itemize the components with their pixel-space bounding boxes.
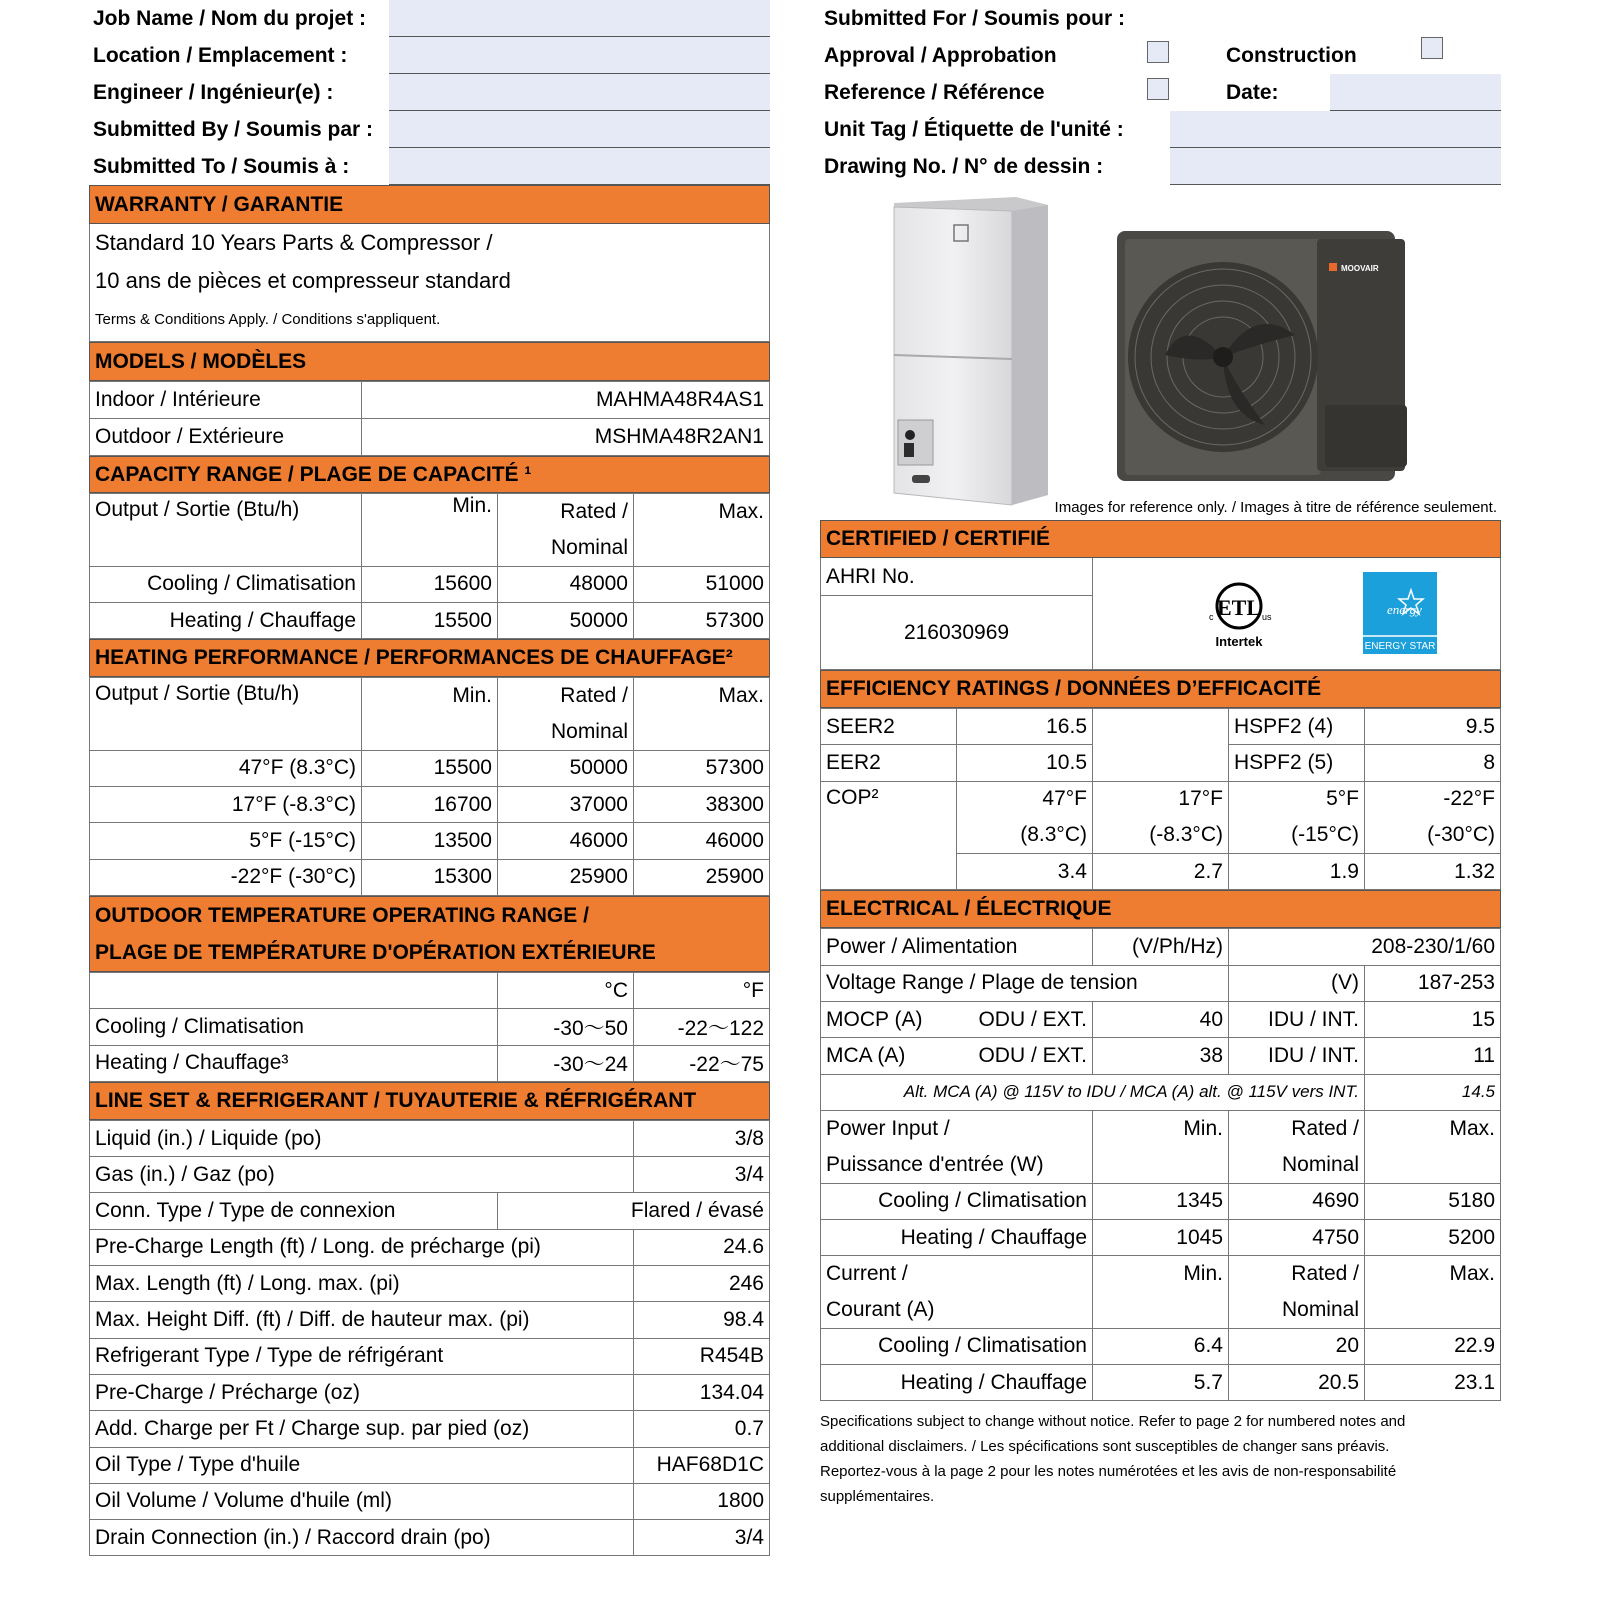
idu-label: IDU / INT. [1229,1038,1365,1074]
images-note: Images for reference only. / Images à titre de référence seulement. [1054,499,1497,516]
min-value: 1345 [1093,1183,1229,1219]
max-value: 23.1 [1365,1365,1501,1401]
rated-header: Rated / [498,494,634,530]
power-label: Power / Alimentation [821,929,1093,965]
max-value: 5180 [1365,1183,1501,1219]
mocp-idu-value: 15 [1365,1002,1501,1038]
row-label: Cooling / Climatisation [90,566,362,602]
table-row [90,1302,770,1338]
voltage-value: 187-253 [1365,965,1501,1001]
location-row [89,37,770,74]
hspf2-4-value: 9.5 [1365,709,1501,745]
rated-value: 4750 [1229,1219,1365,1255]
max-header: Max. [634,678,770,714]
warranty-title: WARRANTY / GARANTIE [95,192,344,216]
electrical-table [820,928,1501,1401]
current-label-1: Current / [821,1256,1093,1292]
models-title: MODELS / MODÈLES [95,349,307,373]
row-value: R454B [634,1338,770,1374]
ahri-label: AHRI No. [821,558,1092,596]
efficiency-band [820,670,1501,708]
table-row [90,750,770,786]
hspf2-4-label: HSPF2 (4) [1229,709,1365,745]
table-row [90,419,770,456]
approval-row [820,37,1501,74]
empty-cell [1093,1147,1229,1183]
min-header: Min. [362,678,498,714]
etl-logo-icon [1199,572,1279,652]
table-row [90,1229,770,1265]
row-label: Max. Height Diff. (ft) / Diff. de hauteur max. (pi) [90,1302,634,1338]
odu-label: ODU / EXT. [978,1007,1087,1031]
mocp-label: MOCP (A) [826,1007,923,1031]
certified-title: CERTIFIED / CERTIFIÉ [826,527,1051,550]
table-row [90,823,770,859]
footer-disclaimer [820,1409,1501,1509]
celsius-value: -30〜50 [498,1009,634,1045]
mca-idu-value: 11 [1365,1038,1501,1074]
outdoor-unit-image [1105,225,1410,490]
row-label: 17°F (-8.3°C) [90,787,362,823]
power-input-label-2: Puissance d'entrée (W) [821,1147,1093,1183]
approval-label: Approval / Approbation [824,43,1057,67]
mocp-odu-value: 40 [1093,1002,1229,1038]
min-value: 5.7 [1093,1365,1229,1401]
idu-label: IDU / INT. [1229,1002,1365,1038]
table-row [90,1520,770,1556]
output-label: Output / Sortie (Btu/h) [90,494,362,567]
alt-mca-label: Alt. MCA (A) @ 115V to IDU / MCA (A) alt. @ 115V vers INT. [821,1074,1365,1110]
drawing-no-label: Drawing No. / N° de dessin : [824,154,1104,178]
max-value: 57300 [634,750,770,786]
row-label: Refrigerant Type / Type de réfrigérant [90,1338,634,1374]
table-row [90,1157,770,1193]
empty-cell [634,714,770,750]
power-input-label-1: Power Input / [821,1110,1093,1146]
footer-line: Reportez-vous à la page 2 pour les notes numérotées et les avis de non-responsabilité [820,1463,1397,1481]
reference-label: Reference / Référence [824,80,1045,104]
brand-logo-icon [1329,263,1337,271]
row-label: Pre-Charge / Précharge (oz) [90,1374,634,1410]
min-header: Min. [362,494,498,530]
voltage-unit: (V) [1229,965,1365,1001]
row-value: HAF68D1C [634,1447,770,1483]
max-header: Max. [1365,1256,1501,1292]
table-row [90,1045,770,1081]
row-label: Gas (in.) / Gaz (po) [90,1157,634,1193]
celsius-header: °C [498,972,634,1008]
indoor-model: MAHMA48R4AS1 [362,382,770,419]
indoor-unit-image [886,195,1056,510]
odu-label: ODU / EXT. [978,1044,1087,1068]
etl-text: ETL [1216,595,1262,620]
table-row [821,745,1501,781]
empty-cell [362,714,498,750]
warranty-band [89,185,770,224]
max-value: 38300 [634,787,770,823]
min-value: 15600 [362,566,498,602]
ahri-number: 216030969 [903,621,1010,644]
heating-perf-table [89,677,770,896]
row-label: Drain Connection (in.) / Raccord drain (po) [90,1520,634,1556]
table-row [821,1147,1501,1183]
row-label: -22°F (-30°C) [90,859,362,895]
models-band [89,342,770,381]
electrical-band [820,890,1501,928]
cop-value: 1.32 [1365,854,1501,890]
cop-temp-c: (-8.3°C) [1093,817,1229,853]
op-range-title-1: OUTDOOR TEMPERATURE OPERATING RANGE / [95,903,589,927]
capacity-title: CAPACITY RANGE / PLAGE DE CAPACITÉ ¹ [95,462,532,486]
table-row [821,965,1501,1001]
min-value: 6.4 [1093,1328,1229,1364]
energy-star-text: ENERGY STAR [1364,641,1436,652]
eer2-value: 10.5 [957,745,1093,781]
min-value: 15500 [362,750,498,786]
unit-tag-row [820,111,1501,148]
cop-temp-f: -22°F [1365,781,1501,817]
table-row [821,1256,1501,1292]
footer-line: Specifications subject to change without notice. Refer to page 2 for numbered notes and [820,1413,1406,1431]
table-row [821,1183,1501,1219]
row-label: Pre-Charge Length (ft) / Long. de précharge (pi) [90,1229,634,1265]
approval-checkbox[interactable] [1147,41,1169,63]
op-range-table [89,972,770,1082]
mca-label: MCA (A) [826,1044,906,1068]
job-name-row [89,0,770,37]
project-header [89,0,770,185]
empty-cell [634,530,770,566]
table-row [90,1374,770,1410]
max-value: 25900 [634,859,770,895]
outdoor-label: Outdoor / Extérieure [90,419,362,456]
models-table [89,381,770,456]
row-label: Heating / Chauffage [90,602,362,638]
right-column [820,0,1501,1509]
certified-box [820,558,1501,670]
submitted-to-input[interactable] [389,148,770,185]
cop-temp-f: 47°F [957,781,1093,817]
lineset-table [89,1120,770,1557]
warranty-line1: Standard 10 Years Parts & Compressor / [95,230,493,255]
max-value: 57300 [634,602,770,638]
table-row [90,972,770,1008]
empty-cell [90,972,498,1008]
nominal-header: Nominal [1229,1292,1365,1328]
unit-tag-label: Unit Tag / Étiquette de l'unité : [824,117,1124,141]
row-value: 3/4 [634,1520,770,1556]
field-label: Engineer / Ingénieur(e) : [93,80,334,104]
max-value: 22.9 [1365,1328,1501,1364]
capacity-table [89,493,770,639]
row-value: 3/8 [634,1120,770,1156]
table-row [821,1328,1501,1364]
row-label: Liquid (in.) / Liquide (po) [90,1120,634,1156]
efficiency-table [820,708,1501,890]
product-images [820,185,1501,520]
min-value: 13500 [362,823,498,859]
engineer-row [89,74,770,111]
table-row [90,1009,770,1045]
engineer-input[interactable] [389,74,770,111]
cop-value: 2.7 [1093,854,1229,890]
seer2-label: SEER2 [821,709,957,745]
table-row [90,1411,770,1447]
certified-band [820,520,1501,558]
footer-line: supplémentaires. [820,1488,935,1506]
efficiency-title: EFFICIENCY RATINGS / DONNÉES D’EFFICACITÉ [826,677,1322,700]
rated-value: 48000 [498,566,634,602]
heating-perf-band [89,639,770,677]
fahrenheit-value: -22〜122 [634,1009,770,1045]
min-value: 15500 [362,602,498,638]
row-label: 47°F (8.3°C) [90,750,362,786]
row-label: Cooling / Climatisation [821,1183,1093,1219]
cop-temp-c: (8.3°C) [957,817,1093,853]
empty-cell [1093,1292,1229,1328]
hspf2-5-value: 8 [1365,745,1501,781]
table-row [90,1338,770,1374]
mca-odu-value: 38 [1093,1038,1229,1074]
mocp-row-label [821,1002,1093,1038]
table-row [90,787,770,823]
row-label: Heating / Chauffage [821,1219,1093,1255]
left-column [89,0,770,1556]
outdoor-model: MSHMA48R2AN1 [362,419,770,456]
field-label: Job Name / Nom du projet : [93,6,367,30]
mca-row-label [821,1038,1093,1074]
unit-tag-input[interactable] [1170,111,1501,148]
electrical-title: ELECTRICAL / ÉLECTRIQUE [826,897,1112,921]
row-label: Oil Volume / Volume d'huile (ml) [90,1483,634,1519]
eer2-label: EER2 [821,745,957,781]
fahrenheit-header: °F [634,972,770,1008]
rated-value: 25900 [498,859,634,895]
construction-label: Construction [1226,43,1357,67]
op-range-title-2: PLAGE DE TEMPÉRATURE D'OPÉRATION EXTÉRIEURE [95,940,656,964]
row-value: 24.6 [634,1229,770,1265]
nominal-header: Nominal [498,530,634,566]
min-value: 1045 [1093,1219,1229,1255]
table-row [90,678,770,714]
row-value: 0.7 [634,1411,770,1447]
cop-value: 3.4 [957,854,1093,890]
row-value: Flared / évasé [498,1193,770,1229]
power-value: 208-230/1/60 [1229,929,1501,965]
etl-c-mark: c [1209,612,1214,622]
rated-value: 50000 [498,602,634,638]
rated-header: Rated / [1229,1256,1365,1292]
capacity-band [89,456,770,493]
warranty-box [89,224,770,342]
table-row [90,566,770,602]
row-label: Cooling / Climatisation [90,1009,498,1045]
energy-script: energy [1387,602,1422,617]
table-row [821,1365,1501,1401]
indoor-label: Indoor / Intérieure [90,382,362,419]
field-label: Location / Emplacement : [93,43,348,67]
date-label: Date: [1226,80,1279,104]
table-row [90,1447,770,1483]
rated-header: Rated / [498,678,634,714]
table-row [821,1110,1501,1146]
drawing-no-row [820,148,1501,185]
field-label: Submitted By / Soumis par : [93,117,374,141]
max-value: 51000 [634,566,770,602]
alt-mca-value: 14.5 [1365,1074,1501,1110]
table-row [90,1193,770,1229]
row-label: Heating / Chauffage [821,1365,1093,1401]
submitted-for-label: Submitted For / Soumis pour : [824,6,1125,30]
op-range-band [89,896,770,972]
cop-temp-c: (-15°C) [1229,817,1365,853]
rated-value: 20.5 [1229,1365,1365,1401]
row-label: Conn. Type / Type de connexion [90,1193,498,1229]
rated-value: 50000 [498,750,634,786]
min-header: Min. [1093,1110,1229,1146]
location-input[interactable] [389,37,770,74]
cop-label: COP² [821,781,957,890]
row-value: 3/4 [634,1157,770,1193]
min-value: 15300 [362,859,498,895]
submission-header [820,0,1501,185]
current-label-2: Courant (A) [821,1292,1093,1328]
table-row [821,1074,1501,1110]
field-label: Submitted To / Soumis à : [93,154,350,178]
submitted-by-row [89,111,770,148]
table-row [90,494,770,530]
table-row [821,1219,1501,1255]
empty-cell [1365,1292,1501,1328]
job-name-input[interactable] [389,0,770,37]
date-input[interactable] [1330,74,1501,111]
table-row [90,1120,770,1156]
output-label: Output / Sortie (Btu/h) [90,678,362,751]
nominal-header: Nominal [498,714,634,750]
max-value: 46000 [634,823,770,859]
power-unit: (V/Ph/Hz) [1093,929,1229,965]
rated-value: 37000 [498,787,634,823]
submitted-for-row [820,0,1501,37]
row-label: Cooling / Climatisation [821,1328,1093,1364]
brand-logo-text: MOOVAIR [1341,264,1379,273]
lineset-title: LINE SET & REFRIGERANT / TUYAUTERIE & RÉFRIGÉRANT [95,1088,697,1112]
min-value: 16700 [362,787,498,823]
max-header: Max. [1365,1110,1501,1146]
celsius-value: -30〜24 [498,1045,634,1081]
cop-value: 1.9 [1229,854,1365,890]
rated-header: Rated / [1229,1110,1365,1146]
row-label: Add. Charge per Ft / Charge sup. par pied (oz) [90,1411,634,1447]
reference-row [820,74,1501,111]
etl-us-mark: us [1262,612,1272,622]
empty-cell [362,530,498,566]
min-header: Min. [1093,1256,1229,1292]
footer-line: additional disclaimers. / Les spécifications sont susceptibles de changer sans préavis. [820,1438,1390,1456]
table-row [821,781,1501,817]
table-row [90,382,770,419]
cop-temp-f: 17°F [1093,781,1229,817]
empty-cell [1093,709,1229,745]
row-label: 5°F (-15°C) [90,823,362,859]
table-row [821,929,1501,965]
reference-checkbox[interactable] [1147,78,1169,100]
cop-temp-f: 5°F [1229,781,1365,817]
construction-checkbox[interactable] [1421,37,1443,59]
row-value: 134.04 [634,1374,770,1410]
row-value: 1800 [634,1483,770,1519]
table-row [821,1292,1501,1328]
rated-value: 4690 [1229,1183,1365,1219]
table-row [90,1266,770,1302]
row-value: 246 [634,1266,770,1302]
row-value: 98.4 [634,1302,770,1338]
hspf2-5-label: HSPF2 (5) [1229,745,1365,781]
table-row [821,709,1501,745]
submitted-by-input[interactable] [389,111,770,148]
energy-star-logo-icon [1363,572,1437,654]
table-row [821,1002,1501,1038]
lineset-band [89,1082,770,1120]
submitted-to-row [89,148,770,185]
ahri-cell [821,558,1093,669]
table-row [90,602,770,638]
table-row [821,1038,1501,1074]
row-label: Heating / Chauffage³ [90,1045,498,1081]
cop-temp-c: (-30°C) [1365,817,1501,853]
drawing-no-input[interactable] [1170,148,1501,185]
table-row [90,859,770,895]
nominal-header: Nominal [1229,1147,1365,1183]
warranty-note: Terms & Conditions Apply. / Conditions s'appliquent. [95,311,441,328]
rated-value: 20 [1229,1328,1365,1364]
fahrenheit-value: -22〜75 [634,1045,770,1081]
seer2-value: 16.5 [957,709,1093,745]
rated-value: 46000 [498,823,634,859]
heating-perf-title: HEATING PERFORMANCE / PERFORMANCES DE CHAUFFAGE² [95,646,733,670]
row-label: Max. Length (ft) / Long. max. (pi) [90,1266,634,1302]
empty-cell [1093,745,1229,781]
intertek-text: Intertek [1215,634,1263,649]
table-row [90,1483,770,1519]
max-value: 5200 [1365,1219,1501,1255]
max-header: Max. [634,494,770,530]
voltage-label: Voltage Range / Plage de tension [821,965,1229,1001]
warranty-line2: 10 ans de pièces et compresseur standard [95,268,511,293]
empty-cell [1365,1147,1501,1183]
cert-logos [1093,558,1500,669]
row-label: Oil Type / Type d'huile [90,1447,634,1483]
